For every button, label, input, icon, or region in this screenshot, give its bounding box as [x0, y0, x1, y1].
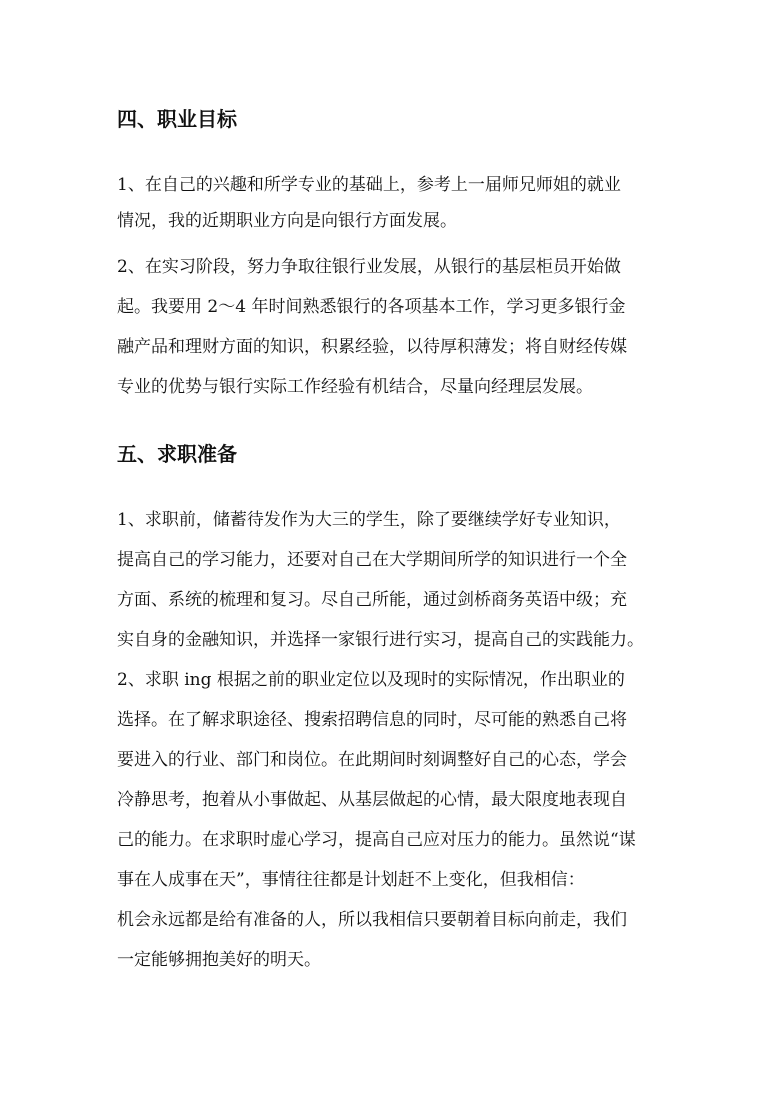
- paragraph-line: 融产品和理财方面的知识，积累经验，以待厚积薄发；将自财经传媒: [117, 337, 627, 357]
- paragraph-line: 专业的优势与银行实际工作经验有机结合，尽量向经理层发展。: [117, 377, 593, 397]
- paragraph-line: 提高自己的学习能力，还要对自己在大学期间所学的知识进行一个全: [117, 550, 627, 570]
- paragraph-line: 情况，我的近期职业方向是向银行方面发展。: [117, 211, 457, 231]
- paragraph-line: 己的能力。在求职时虚心学习，提高自己应对压力的能力。虽然说“谋: [117, 830, 636, 850]
- paragraph-line: 一定能够拥抱美好的明天。: [117, 950, 321, 970]
- paragraph-line: 冷静思考，抱着从小事做起、从基层做起的心情，最大限度地表现自: [117, 790, 627, 810]
- paragraph-line: 机会永远都是给有准备的人，所以我相信只要朝着目标向前走，我们: [117, 910, 627, 930]
- paragraph-line: 2、求职 ing 根据之前的职业定位以及现时的实际情况，作出职业的: [117, 670, 625, 690]
- paragraph-line: 实自身的金融知识，并选择一家银行进行实习，提高自己的实践能力。: [117, 630, 644, 650]
- paragraph-line: 方面、系统的梳理和复习。尽自己所能，通过剑桥商务英语中级；充: [117, 590, 627, 610]
- paragraph-line: 1、在自己的兴趣和所学专业的基础上，参考上一届师兄师姐的就业: [117, 175, 621, 195]
- paragraph-line: 起。我要用 2～4 年时间熟悉银行的各项基本工作，学习更多银行金: [117, 297, 626, 317]
- paragraph-line: 选择。在了解求职途径、搜索招聘信息的同时，尽可能的熟悉自己将: [117, 710, 627, 730]
- section-heading-career-goals: 四、职业目标: [117, 107, 237, 131]
- section-heading-job-preparation: 五、求职准备: [117, 442, 237, 466]
- paragraph-line: 1、求职前，储蓄待发作为大三的学生，除了要继续学好专业知识，: [117, 510, 621, 530]
- paragraph-line: 要进入的行业、部门和岗位。在此期间时刻调整好自己的心态，学会: [117, 750, 627, 770]
- paragraph-line: 2、在实习阶段，努力争取往银行业发展，从银行的基层柜员开始做: [117, 257, 621, 277]
- paragraph-line: 事在人成事在天”，事情往往都是计划赶不上变化，但我相信：: [117, 870, 585, 890]
